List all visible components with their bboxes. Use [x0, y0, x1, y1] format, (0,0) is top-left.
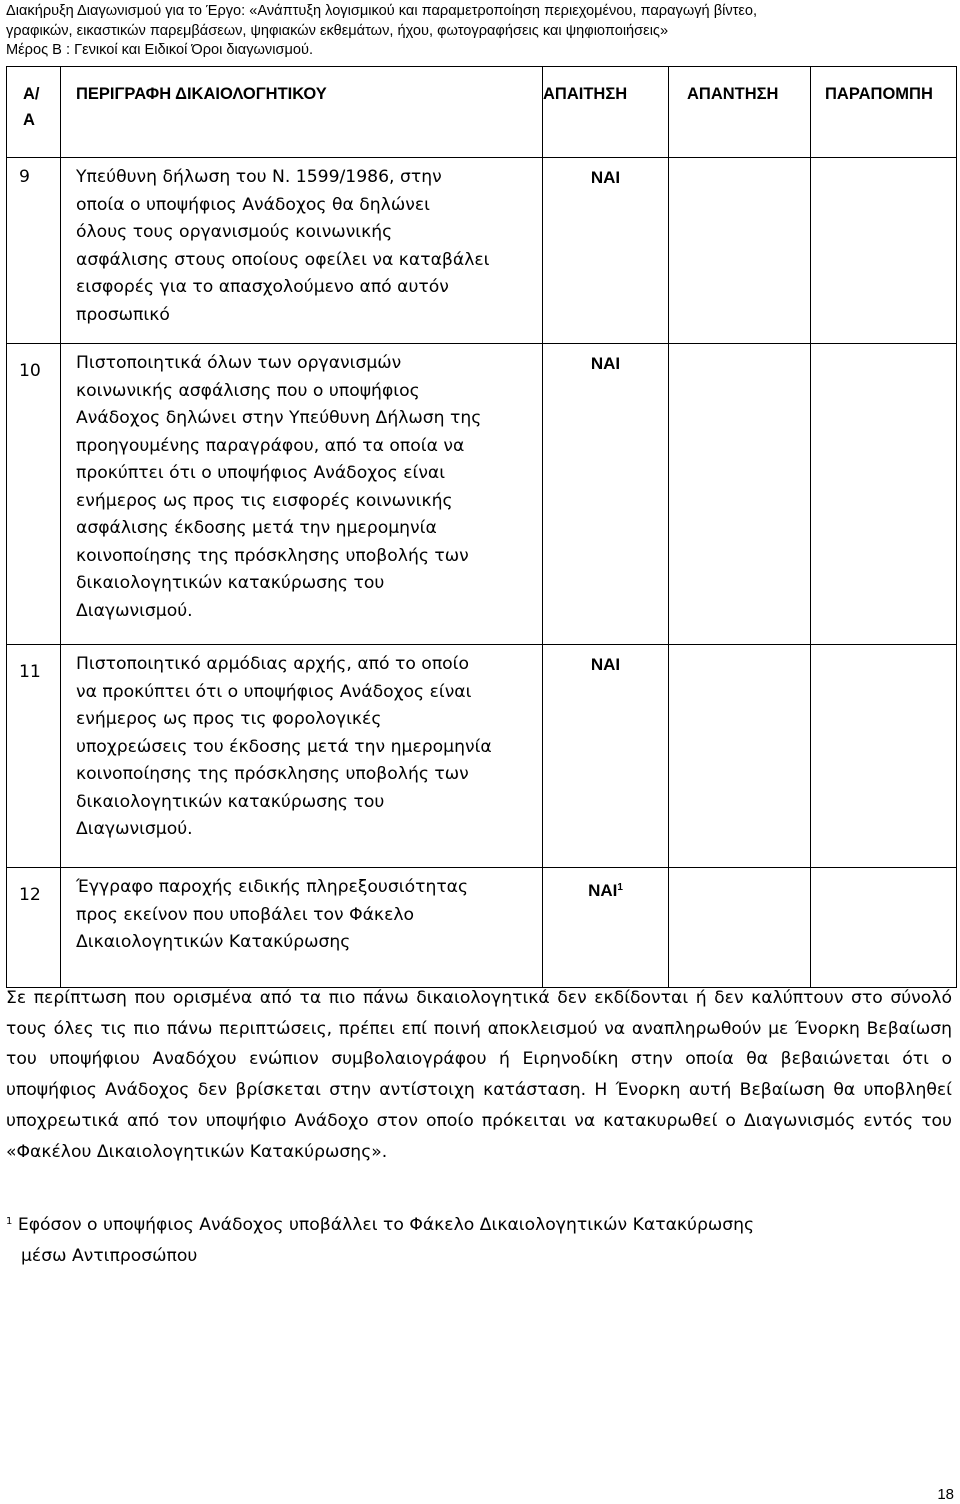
column-header-answer: ΑΠΑΝΤΗΣΗ — [669, 67, 811, 158]
row-description-line: εισφορές για το απασχολούμενο από αυτόν — [76, 277, 449, 297]
header-line-1: Διακήρυξη Διαγωνισμού για το Έργο: «Ανάπτυξη λογισμικού και παραμετροποίηση περιεχομένου, παραγωγή βίντεο, — [6, 3, 758, 19]
table-row — [7, 645, 957, 868]
row-description-line: Υπεύθυνη δήλωση του Ν. 1599/1986, στην — [76, 167, 442, 187]
row-description-cell — [61, 344, 543, 645]
row-requirement: ΝΑΙ — [590, 655, 621, 674]
row-description-line: Ανάδοχος δηλώνει στην Υπεύθυνη Δήλωση της — [76, 408, 482, 428]
row-requirement: ΝΑΙ — [590, 168, 621, 187]
row-description-line: Διαγωνισμού. — [76, 819, 193, 839]
row-requirement: ΝΑΙ — [590, 354, 621, 373]
footnote-mark: 1 — [6, 1216, 13, 1227]
row-description-line: κοινοποίησης της πρόσκλησης υποβολής των — [76, 545, 469, 566]
column-header-reference: ΠΑΡΑΠΟΜΠΗ — [811, 67, 957, 158]
row-requirement-cell — [543, 868, 669, 988]
row-description-cell — [61, 645, 543, 868]
header-line-2: γραφικών, εικαστικών παρεμβάσεων, ψηφιακών εκθεμάτων, ήχου, φωτογραφήσεις και ψηφιοποιήσεις» — [6, 22, 669, 39]
row-description-line: οποία ο υποψήφιος Ανάδοχος θα δηλώνει — [76, 194, 430, 215]
row-number-cell — [7, 158, 61, 344]
table-row — [7, 868, 957, 988]
row-requirement-cell — [543, 158, 669, 344]
row-answer-cell — [669, 645, 811, 868]
notice-paragraph: Σε περίπτωση που ορισμένα από τα πιο πάνω δικαιολογητικά δεν εκδίδονται ή δεν καλύπτουν στο σύνολό τους όλες τις πιο πάνω περιπτώσεις, πρέπει επί ποινή αποκλεισμού να αναπληρωθούν με Ένορκη Βεβαίωση του υποψήφιου Αναδόχου ενώπιον συμβολαιογράφου ή Ειρηνοδίκη στην οποία θα βεβαιώνεται ότι ο υποψήφιος Ανάδοχος δεν βρίσκεται στην αντίστοιχη κατάσταση. Η Ένορκη αυτή Βεβαίωση θα υποβληθεί υποχρεωτικά από τον υποψήφιο Ανάδοχο στον οποίο πρόκειται να κατακυρωθεί ο Διαγωνισμός εντός του «Φακέλου Δικαιολογητικών Κατακύρωσης». — [6, 988, 952, 1162]
footnote-line-2: μέσω Αντιπροσώπου — [21, 1245, 198, 1266]
footnote-line-1: Εφόσον ο υποψήφιος Ανάδοχος υποβάλλει το Φάκελο Δικαιολογητικών Κατακύρωσης — [12, 1215, 755, 1235]
row-number-cell — [7, 344, 61, 645]
row-description-line: να προκύπτει ότι ο υποψήφιος Ανάδοχος είναι — [76, 681, 472, 702]
column-header-aa: Α/ Α — [7, 67, 61, 158]
row-description-line: δικαιολογητικών κατακύρωσης του — [76, 791, 385, 812]
row-reference-cell — [811, 645, 957, 868]
row-requirement-cell — [543, 645, 669, 868]
row-description-line: Έγγραφο παροχής ειδικής πληρεξουσιότητας — [76, 877, 469, 897]
row-description-line: προηγουμένης παραγράφου, από τα οποία να — [76, 435, 465, 456]
row-description-line: ασφάλισης στους οποίους οφείλει να καταβάλει — [76, 249, 490, 270]
row-description-line: προσωπικό — [76, 304, 170, 325]
row-description-line: δικαιολογητικών κατακύρωσης του — [76, 573, 385, 593]
row-number: 12 — [19, 885, 41, 905]
row-description-line: όλους τους οργανισμούς κοινωνικής — [76, 222, 393, 242]
documents-table — [6, 66, 957, 988]
row-number-cell — [7, 645, 61, 868]
row-description-line: ασφάλισης έκδοσης μετά την ημερομηνία — [76, 518, 437, 538]
row-description-cell — [61, 868, 543, 988]
row-reference-cell — [811, 344, 957, 645]
requirement-footnote-mark: 1 — [617, 882, 623, 893]
row-description-line: προς εκείνον που υποβάλει τον Φάκελο — [76, 904, 415, 925]
row-description-line: ενήμερος ως προς τις φορολογικές — [76, 709, 382, 729]
row-description-cell — [61, 158, 543, 344]
row-description-line: κοινωνικής ασφάλισης που ο υποψήφιος — [76, 380, 420, 401]
table-header-row — [7, 67, 957, 158]
document-header — [6, 2, 956, 61]
row-answer-cell — [669, 158, 811, 344]
row-requirement-cell — [543, 344, 669, 645]
row-description-line: Πιστοποιητικό αρμόδιας αρχής, από το οποίο — [76, 654, 470, 674]
table-row — [7, 344, 957, 645]
row-description-line: Διαγωνισμού. — [76, 600, 193, 621]
row-number: 10 — [19, 361, 41, 381]
row-description-line: υποχρεώσεις του έκδοσης μετά την ημερομηνία — [76, 736, 492, 757]
page-number: 18 — [937, 1486, 954, 1503]
row-number: 9 — [19, 167, 30, 187]
row-reference-cell — [811, 868, 957, 988]
header-line-3: Μέρος Β : Γενικοί και Ειδικοί Όροι διαγωνισμού. — [6, 42, 314, 58]
row-reference-cell — [811, 158, 957, 344]
column-header-description: ΠΕΡΙΓΡΑΦΗ ΔΙΚΑΙΟΛΟΓΗΤΙΚΟΥ — [61, 67, 543, 158]
footnote — [6, 1207, 952, 1271]
row-answer-cell — [669, 868, 811, 988]
row-answer-cell — [669, 344, 811, 645]
row-number-cell — [7, 868, 61, 988]
row-description-line: κοινοποίησης της πρόσκλησης υποβολής των — [76, 764, 469, 784]
column-header-requirement: ΑΠΑΙΤΗΣΗ — [543, 67, 669, 158]
row-requirement: ΝΑΙ — [588, 881, 618, 900]
row-description-line: Δικαιολογητικών Κατακύρωσης — [76, 932, 351, 952]
row-number: 11 — [19, 662, 41, 682]
table-row — [7, 158, 957, 344]
row-description-line: Πιστοποιητικά όλων των οργανισμών — [76, 353, 402, 373]
row-description-line: προκύπτει ότι ο υποψήφιος Ανάδοχος είναι — [76, 463, 446, 483]
row-description-line: ενήμερος ως προς τις εισφορές κοινωνικής — [76, 490, 453, 511]
